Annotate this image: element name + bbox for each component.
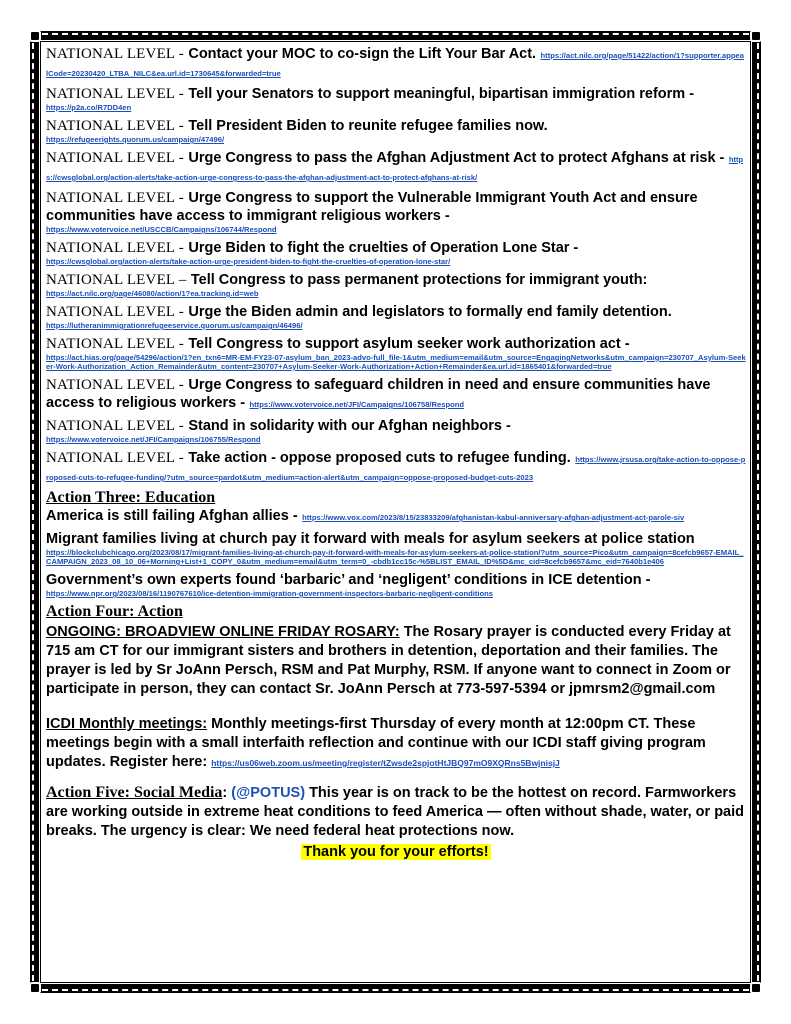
education-article <box>46 530 746 566</box>
action-link[interactable]: https://www.votervoice.net/USCCB/Campaigns/106744/Respond <box>46 225 277 234</box>
action-link[interactable]: https://p2a.co/R7DD4en <box>46 103 132 112</box>
national-level-label: NATIONAL LEVEL - <box>46 418 184 434</box>
national-action-item <box>46 335 746 371</box>
social-heading: Action Five: Social Media <box>46 784 223 801</box>
action-link[interactable]: https://www.votervoice.net/JFI/Campaigns/106755/Respond <box>46 435 261 444</box>
national-action-item <box>46 117 746 144</box>
education-heading: Action Three: Education <box>46 489 216 506</box>
icdi-text: Monthly meetings-first Thursday of every month at 12:00pm CT. These meetings begin with a small interfaith reflection and continue with our ICDI staff giving program updates. Register here: <box>46 716 706 770</box>
action-link[interactable]: https://act.nilc.org/page/46080/action/1?ea.tracking.id=web <box>46 289 259 298</box>
national-action-item <box>46 303 746 330</box>
national-level-label: NATIONAL LEVEL - <box>46 377 184 393</box>
action-text: Tell your Senators to support meaningful, bipartisan immigration reform - <box>188 86 695 102</box>
action-text: Tell President Biden to reunite refugee families now. <box>188 118 548 134</box>
national-action-item <box>46 149 746 184</box>
national-level-label: NATIONAL LEVEL - <box>46 118 184 134</box>
national-action-item <box>46 85 746 112</box>
potus-handle: (@POTUS) <box>231 785 306 801</box>
action-link[interactable]: https://lutheranimmigrationrefugeeservice.quorum.us/campaign/46496/ <box>46 321 303 330</box>
rosary-title: ONGOING: BROADVIEW ONLINE FRIDAY ROSARY: <box>46 624 400 640</box>
education-article <box>46 507 746 525</box>
flyer-content <box>46 45 746 985</box>
national-level-label: NATIONAL LEVEL - <box>46 304 184 320</box>
national-level-label: NATIONAL LEVEL - <box>46 150 184 166</box>
action-link[interactable]: https://www.votervoice.net/JFI/Campaigns/106758/Respond <box>249 400 465 409</box>
icdi-register-link[interactable]: https://us06web.zoom.us/meeting/register/tZwsde2spjotHtJBQ97mO9XQRns5BwjnisjJ <box>211 758 560 768</box>
border-corner <box>750 30 762 42</box>
education-articles <box>46 507 746 598</box>
national-action-item <box>46 271 746 298</box>
action-text: Contact your MOC to co-sign the Lift Your Bar Act. <box>188 46 537 62</box>
thanks-text: Thank you for your efforts! <box>303 844 489 860</box>
icdi-paragraph <box>46 715 746 772</box>
social-text: This year is on track to be the hottest on record. Farmworkers are working outside in extreme heat conditions to feed America — often without shade, water, or paid breaks. The urgency is clear: We need federal heat protections now. <box>46 785 745 839</box>
national-action-item <box>46 376 746 412</box>
thanks-line <box>46 843 746 861</box>
national-level-label: NATIONAL LEVEL - <box>46 86 184 102</box>
national-level-label: NATIONAL LEVEL – <box>46 272 187 288</box>
border-corner <box>750 982 762 994</box>
action-text: Urge Congress to support the Vulnerable Immigrant Youth Act and ensure communities have access to immigrant religious workers - <box>46 190 698 224</box>
article-link[interactable]: https://blockclubchicago.org/2023/08/17/migrant-families-living-at-church-pay-it-forward-with-meals-for-asylum-seekers-at-police-station/?utm_source=Pico&utm_campaign=8cefcb9657-EMAIL_CAMPAIGN_2023_08_10_06+Morning+List+1_COPY_0&utm_medium=email&utm_term=0_-cbdb1cc15c-%5BLIST_EMAIL_ID%5D&mc_cid=8cefcb9657&mc_eid=7640b1e406 <box>46 548 744 566</box>
education-article <box>46 571 746 598</box>
action-text: Urge the Biden admin and legislators to formally end family detention. <box>188 304 672 320</box>
article-title: America is still failing Afghan allies - <box>46 508 298 524</box>
action-link[interactable]: https://refugeerights.quorum.us/campaign/47496/ <box>46 135 225 144</box>
national-action-item <box>46 417 746 444</box>
border-corner <box>29 30 41 42</box>
action-link[interactable]: https://act.nilc.org/page/51422/action/1?supporter.appealCode=20230420_LTBA_NILC&ea.url.id=1730645&forwarded=true <box>46 51 744 78</box>
article-title: Migrant families living at church pay it forward with meals for asylum seekers at police station <box>46 531 695 547</box>
action-link[interactable]: https://www.jrsusa.org/take-action-to-oppose-proposed-cuts-to-refugee-funding/?utm_source=pardot&utm_medium=action-alert&utm_campaign=oppose-proposed-budget-cuts-2023 <box>46 455 746 482</box>
article-title: Government’s own experts found ‘barbaric’ and ‘negligent’ conditions in ICE detention - <box>46 572 651 588</box>
action-text: Urge Congress to safeguard children in need and ensure communities have access to religious workers - <box>46 377 711 411</box>
rosary-text: The Rosary prayer is conducted every Friday at 715 am CT for our immigrant sisters and brothers in detention, deportation and their families. The prayer is led by Sr JoAnn Persch, RSM and Pat Murphy, RSM. If anyone want to connect in Zoom or participate in person, they can contact Sr. JoAnn Persch at 773-597-5394 or jpmrsm2@gmail.com <box>46 624 731 697</box>
border-corner <box>29 982 41 994</box>
action-text: Tell Congress to support asylum seeker work authorization act - <box>188 336 630 352</box>
icdi-title: ICDI Monthly meetings: <box>46 716 208 732</box>
action-text: Urge Biden to fight the cruelties of Operation Lone Star - <box>188 240 579 256</box>
national-level-label: NATIONAL LEVEL - <box>46 240 184 256</box>
national-action-item <box>46 45 746 80</box>
national-level-label: NATIONAL LEVEL - <box>46 46 184 62</box>
social-colon: : <box>222 785 228 801</box>
action-text: Urge Congress to pass the Afghan Adjustment Act to protect Afghans at risk - <box>188 150 725 166</box>
national-action-item <box>46 449 746 484</box>
national-action-item <box>46 189 746 234</box>
national-level-label: NATIONAL LEVEL - <box>46 190 184 206</box>
action-heading: Action Four: Action <box>46 603 183 620</box>
action-text: Stand in solidarity with our Afghan neighbors - <box>188 418 511 434</box>
national-actions-list <box>46 45 746 484</box>
national-level-label: NATIONAL LEVEL - <box>46 336 184 352</box>
action-link[interactable]: https://cwsglobal.org/action-alerts/take-action-urge-congress-to-pass-the-afghan-adjustment-act-to-protect-afghans-at-risk/ <box>46 155 744 182</box>
action-link[interactable]: https://act.hias.org/page/54296/action/1?en_txn6=MR-EM-FY23-07-asylum_ban_2023-advo-full_file-1&utm_medium=email&utm_source=EngagingNetworks&utm_campaign=230707_Asylum-Seeker-Work-Authorization_Action_Remainder&utm_content=230707+Asylum-Seeker-Work-Authorization+Action+Remainder&ea.url.id=1865401&forwarded=true <box>46 353 746 371</box>
rosary-paragraph <box>46 623 746 699</box>
social-paragraph <box>46 784 746 841</box>
article-link[interactable]: https://www.vox.com/2023/8/15/23833209/afghanistan-kabul-anniversary-afghan-adjustment-act-parole-siv <box>302 513 685 522</box>
action-link[interactable]: https://cwsglobal.org/action-alerts/take-action-urge-president-biden-to-fight-the-cruelties-of-operation-lone-star/ <box>46 257 451 266</box>
action-text: Take action - oppose proposed cuts to refugee funding. <box>188 450 571 466</box>
article-link[interactable]: https://www.npr.org/2023/08/16/1190767610/ice-detention-immigration-government-inspectors-barbaric-negligent-conditions <box>46 589 494 598</box>
national-action-item <box>46 239 746 266</box>
action-text: Tell Congress to pass permanent protections for immigrant youth: <box>190 272 648 288</box>
national-level-label: NATIONAL LEVEL - <box>46 450 184 466</box>
